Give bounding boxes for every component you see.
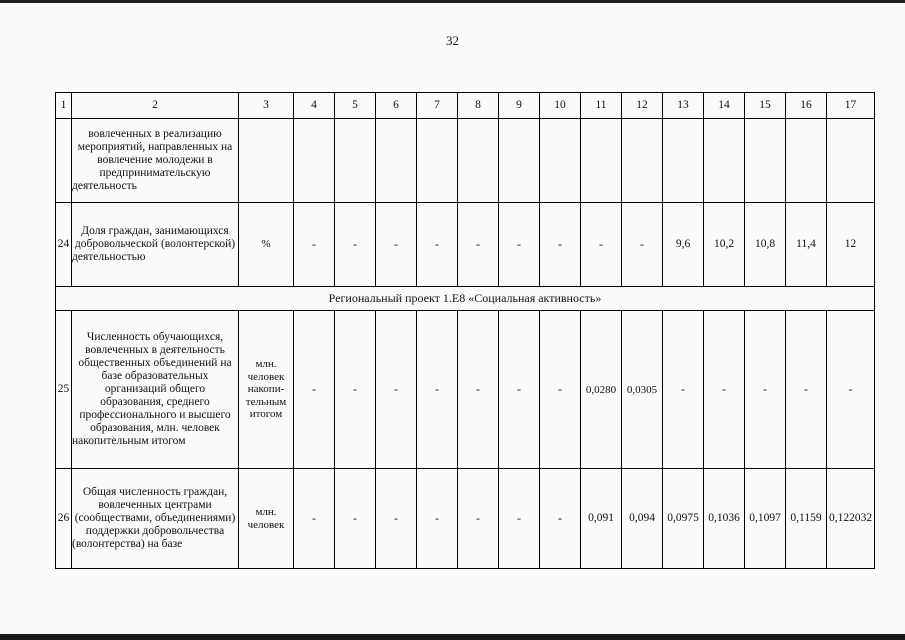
value-cell bbox=[745, 119, 786, 203]
value-cell: - bbox=[335, 469, 376, 569]
value-cell bbox=[827, 119, 875, 203]
value-cell: - bbox=[745, 311, 786, 469]
table-row bbox=[56, 119, 875, 203]
value-cell bbox=[376, 119, 417, 203]
value-cell: - bbox=[294, 469, 335, 569]
scan-top-edge bbox=[0, 0, 905, 3]
value-cell: 12 bbox=[827, 203, 875, 287]
unit-cell bbox=[239, 119, 294, 203]
unit-cell: млн. человек bbox=[239, 469, 294, 569]
section-title: Региональный проект 1.Е8 «Социальная активность» bbox=[56, 287, 875, 311]
value-cell: - bbox=[335, 203, 376, 287]
value-cell: - bbox=[827, 311, 875, 469]
value-cell: - bbox=[581, 203, 622, 287]
value-cell: - bbox=[417, 311, 458, 469]
indicator-description: Численность обучающихся, вовлеченных в деятельность общественных объединений на базе образовательных организаций общего образования, среднего профессионального и высшего образования, млн. человек накопительным итогом bbox=[72, 311, 239, 469]
value-cell: - bbox=[376, 203, 417, 287]
value-cell: 0,094 bbox=[622, 469, 663, 569]
value-cell: - bbox=[335, 311, 376, 469]
value-cell bbox=[417, 119, 458, 203]
value-cell: 0,122032 bbox=[827, 469, 875, 569]
column-number: 6 bbox=[376, 93, 417, 119]
value-cell bbox=[335, 119, 376, 203]
table-row bbox=[56, 311, 875, 469]
unit-cell: % bbox=[239, 203, 294, 287]
value-cell: - bbox=[376, 469, 417, 569]
value-cell bbox=[499, 119, 540, 203]
table-header-row bbox=[56, 93, 875, 119]
column-number: 7 bbox=[417, 93, 458, 119]
column-number: 9 bbox=[499, 93, 540, 119]
value-cell bbox=[622, 119, 663, 203]
value-cell bbox=[581, 119, 622, 203]
row-number: 24 bbox=[56, 203, 72, 287]
value-cell: - bbox=[294, 311, 335, 469]
column-number: 13 bbox=[663, 93, 704, 119]
value-cell: - bbox=[499, 203, 540, 287]
value-cell: 9,6 bbox=[663, 203, 704, 287]
column-number: 3 bbox=[239, 93, 294, 119]
value-cell: - bbox=[294, 203, 335, 287]
value-cell bbox=[663, 119, 704, 203]
indicator-description: вовлеченных в реализацию мероприятий, направленных на вовлечение молодежи в предпринимательскую деятельность bbox=[72, 119, 239, 203]
column-number: 5 bbox=[335, 93, 376, 119]
column-number: 4 bbox=[294, 93, 335, 119]
value-cell bbox=[786, 119, 827, 203]
row-number bbox=[56, 119, 72, 203]
column-number: 15 bbox=[745, 93, 786, 119]
row-number: 25 bbox=[56, 311, 72, 469]
table-row bbox=[56, 469, 875, 569]
value-cell: 10,8 bbox=[745, 203, 786, 287]
section-row bbox=[56, 287, 875, 311]
value-cell: - bbox=[786, 311, 827, 469]
row-number: 26 bbox=[56, 469, 72, 569]
indicator-description: Общая численность граждан, вовлеченных центрами (сообществами, объединениями) поддержки добровольчества (волонтерства) на базе bbox=[72, 469, 239, 569]
value-cell bbox=[458, 119, 499, 203]
value-cell: - bbox=[540, 311, 581, 469]
value-cell bbox=[540, 119, 581, 203]
indicators-table bbox=[55, 92, 875, 569]
value-cell: - bbox=[417, 203, 458, 287]
value-cell bbox=[704, 119, 745, 203]
value-cell: 10,2 bbox=[704, 203, 745, 287]
value-cell: - bbox=[663, 311, 704, 469]
value-cell: - bbox=[458, 203, 499, 287]
value-cell: - bbox=[704, 311, 745, 469]
column-number: 1 bbox=[56, 93, 72, 119]
value-cell: - bbox=[540, 203, 581, 287]
value-cell: - bbox=[499, 311, 540, 469]
scan-bottom-edge bbox=[0, 634, 905, 640]
value-cell: 0,0305 bbox=[622, 311, 663, 469]
value-cell: 0,1036 bbox=[704, 469, 745, 569]
table-row bbox=[56, 203, 875, 287]
column-number: 17 bbox=[827, 93, 875, 119]
column-number: 14 bbox=[704, 93, 745, 119]
column-number: 2 bbox=[72, 93, 239, 119]
column-number: 11 bbox=[581, 93, 622, 119]
column-number: 8 bbox=[458, 93, 499, 119]
value-cell: 0,1159 bbox=[786, 469, 827, 569]
value-cell: - bbox=[458, 469, 499, 569]
value-cell: - bbox=[417, 469, 458, 569]
value-cell: - bbox=[376, 311, 417, 469]
value-cell: 11,4 bbox=[786, 203, 827, 287]
page-number: 32 bbox=[446, 33, 459, 48]
value-cell: - bbox=[622, 203, 663, 287]
value-cell bbox=[294, 119, 335, 203]
column-number: 10 bbox=[540, 93, 581, 119]
value-cell: 0,0280 bbox=[581, 311, 622, 469]
value-cell: - bbox=[458, 311, 499, 469]
value-cell: 0,1097 bbox=[745, 469, 786, 569]
value-cell: 0,091 bbox=[581, 469, 622, 569]
column-number: 12 bbox=[622, 93, 663, 119]
column-number: 16 bbox=[786, 93, 827, 119]
value-cell: - bbox=[499, 469, 540, 569]
unit-cell: млн. человек накопи-тельным итогом bbox=[239, 311, 294, 469]
value-cell: - bbox=[540, 469, 581, 569]
value-cell: 0,0975 bbox=[663, 469, 704, 569]
indicator-description: Доля граждан, занимающихся добровольческой (волонтерской) деятельностью bbox=[72, 203, 239, 287]
